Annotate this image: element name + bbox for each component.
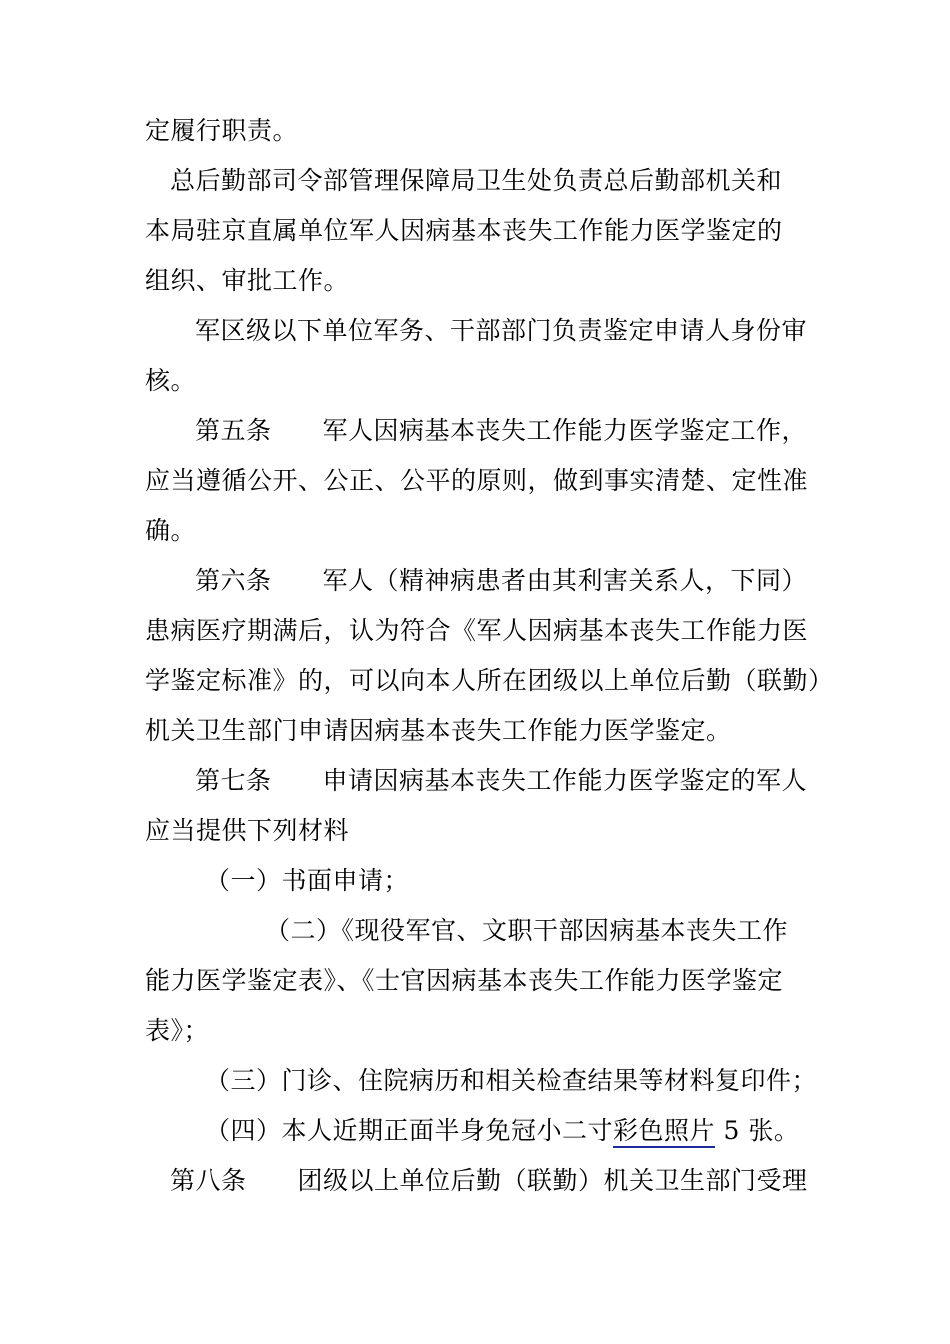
text-line: 机关卫生部门申请因病基本丧失工作能力医学鉴定。	[145, 716, 732, 745]
text-line: 能力医学鉴定表》、《士官因病基本丧失工作能力医学鉴定	[145, 966, 784, 995]
text-line: 学鉴定标准》的，可以向本人所在团级以上单位后勤（联勤）	[145, 666, 834, 695]
photo-line-after: 5 张。	[715, 1116, 800, 1145]
text-line: 总后勤部司令部管理保障局卫生处负责总后勤部机关和	[170, 166, 783, 195]
underlined-text: 彩色照片	[613, 1116, 715, 1148]
photo-line-before: （四）本人近期正面半身免冠小二寸	[205, 1116, 614, 1145]
article-heading-line: 第八条 团级以上单位后勤（联勤）机关卫生部门受理	[170, 1166, 808, 1195]
text-line: 确。	[145, 516, 197, 545]
text-line: 核。	[145, 366, 197, 395]
text-line: 军区级以下单位军务、干部部门负责鉴定申请人身份审	[195, 316, 808, 345]
list-item: （三）门诊、住院病历和相关检查结果等材料复印件；	[205, 1066, 818, 1095]
list-item: （二）《现役军官、文职干部因病基本丧失工作	[265, 916, 789, 945]
text-line: 应当遵循公开、公正、公平的原则，做到事实清楚、定性准	[145, 466, 809, 495]
article-heading-line: 第五条 军人因病基本丧失工作能力医学鉴定工作，	[195, 416, 808, 445]
text-line: 组织、审批工作。	[145, 266, 350, 295]
text-line: 应当提供下列材料	[145, 816, 350, 845]
article-heading-line: 第七条 申请因病基本丧失工作能力医学鉴定的军人	[195, 766, 808, 795]
list-item-photo	[205, 1115, 799, 1147]
text-line: 表》；	[145, 1016, 210, 1045]
text-line: 定履行职责。	[145, 116, 299, 145]
text-line: 患病医疗期满后，认为符合《军人因病基本丧失工作能力医	[145, 616, 809, 645]
list-item: （一）书面申请；	[205, 866, 410, 895]
text-line: 本局驻京直属单位军人因病基本丧失工作能力医学鉴定的	[145, 216, 783, 245]
article-heading-line: 第六条 军人（精神病患者由其利害关系人，下同）	[195, 566, 808, 595]
